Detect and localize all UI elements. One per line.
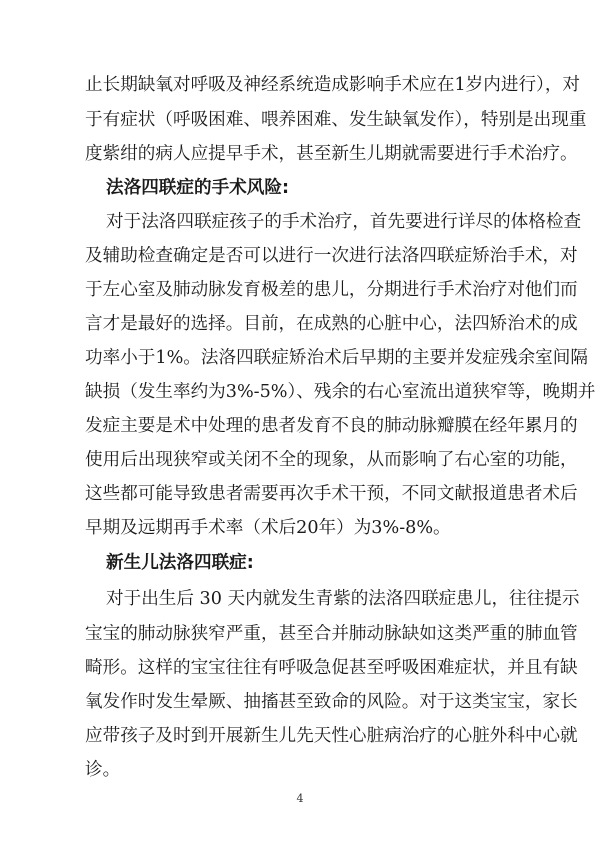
paragraph-line: 止长期缺氧对呼吸及神经系统造成影响手术应在1岁内进行），对 [85, 75, 581, 95]
page-number: 4 [296, 792, 304, 805]
paragraph-line: 于有症状（呼吸困难、喂养困难、发生缺氧发作），特别是出现重 [85, 110, 587, 130]
paragraph-line: 言才是最好的选择。目前，在成熟的心脏中心，法四矫治术的成 [85, 314, 578, 334]
section-heading: 法洛四联症的手术风险: [106, 178, 289, 198]
paragraph-line: 及辅助检查确定是否可以进行一次进行法洛四联症矫治手术，对 [85, 246, 578, 266]
paragraph-line: 发症主要是术中处理的患者发育不良的肺动脉瓣膜在经年累月的 [85, 416, 578, 436]
paragraph-line: 这些都可能导致患者需要再次手术干预，不同文献报道患者术后 [85, 484, 578, 504]
paragraph-line: 功率小于1%。法洛四联症矫治术后早期的主要并发症残余室间隔 [85, 348, 588, 368]
paragraph-line: 于左心室及肺动脉发育极差的患儿，分期进行手术治疗对他们而 [85, 280, 578, 300]
paragraph-line: 缺损（发生率约为3%-5%）、残余的右心室流出道狭窄等，晚期并 [85, 382, 596, 402]
paragraph-line: 应带孩子及时到开展新生儿先天性心脏病治疗的心脏外科中心就 [85, 726, 578, 746]
paragraph-line: 氧发作时发生晕厥、抽搐甚至致命的风险。对于这类宝宝，家长 [85, 692, 578, 712]
paragraph-line: 畸形。这样的宝宝往往有呼吸急促甚至呼吸困难症状，并且有缺 [85, 658, 578, 678]
paragraph-line: 对于出生后 30 天内就发生青紫的法洛四联症患儿，往往提示 [106, 589, 580, 609]
section-heading: 新生儿法洛四联症: [106, 553, 254, 573]
paragraph-line: 度紫绀的病人应提早手术，甚至新生儿期就需要进行手术治疗。 [85, 144, 578, 164]
paragraph-line: 诊。 [85, 760, 121, 780]
paragraph-line: 早期及远期再手术率（术后20年）为3%-8%。 [85, 518, 451, 538]
paragraph-line: 对于法洛四联症孩子的手术治疗，首先要进行详尽的体格检查 [106, 212, 582, 232]
paragraph-line: 宝宝的肺动脉狭窄严重，甚至合并肺动脉缺如这类严重的肺血管 [85, 624, 578, 644]
paragraph-line: 使用后出现狭窄或关闭不全的现象，从而影响了右心室的功能， [85, 450, 578, 470]
